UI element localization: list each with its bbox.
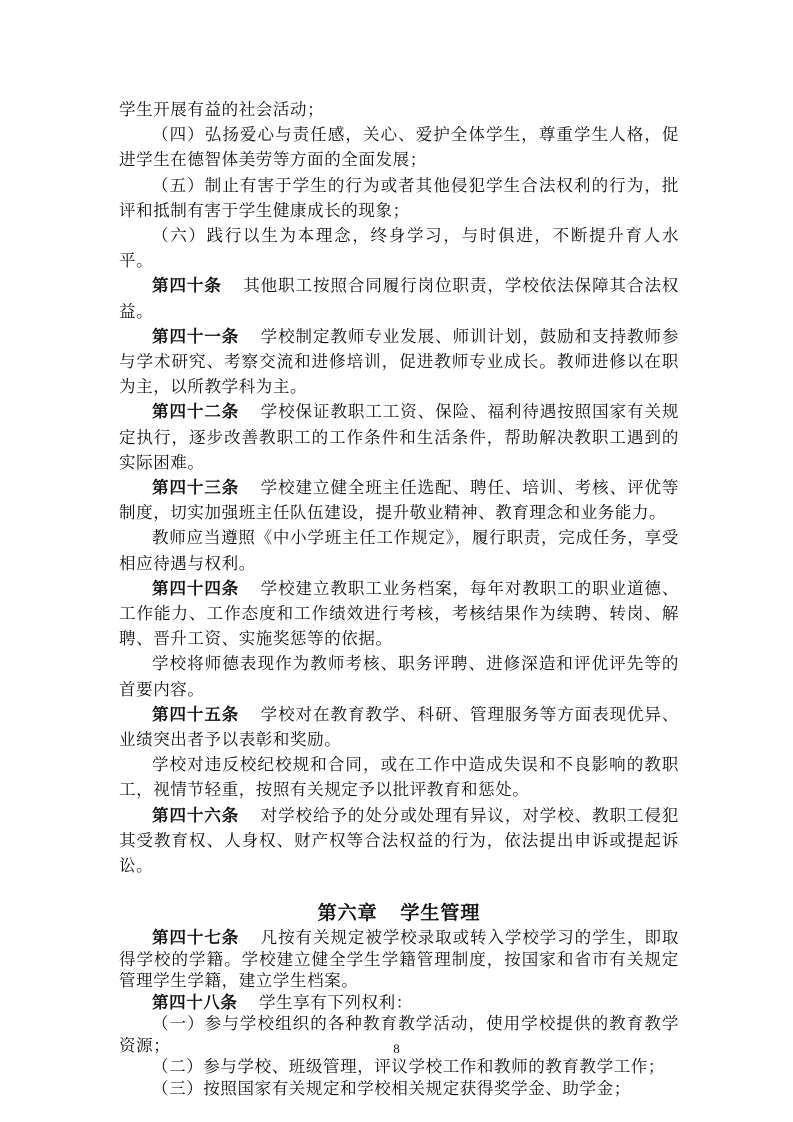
article-number: 第四十条 xyxy=(152,276,222,296)
paragraph xyxy=(119,651,679,701)
article-paragraph xyxy=(119,702,679,752)
article-number: 第四十一条 xyxy=(152,326,240,346)
article-paragraph xyxy=(119,576,679,652)
paragraph-text: 其他职工按照合同履行岗位职责，学校依法保障其合法权益。 xyxy=(119,276,679,321)
article-number: 第四十四条 xyxy=(152,578,240,598)
paragraph-text: 学校保证教职工工资、保险、福利待遇按照国家有关规定执行，逐步改善教职工的工作条件和生活条件，帮助解决教职工遇到的实际困难。 xyxy=(119,402,680,472)
article-number: 第四十五条 xyxy=(152,704,240,724)
paragraph-text: （三）按照国家有关规定和学校相关规定获得奖学金、助学金； xyxy=(152,1078,631,1098)
paragraph xyxy=(119,173,679,223)
paragraph xyxy=(119,525,679,575)
page-number: 8 xyxy=(393,1041,400,1056)
paragraph-text: 学校制定教师专业发展、师训计划，鼓励和支持教师参与学术研究、考察交流和进修培训，促进教师专业成长。教师进修以在职为主，以所教学科为主。 xyxy=(119,326,680,397)
paragraph-text: （四）弘扬爱心与责任感，关心、爱护全体学生，尊重学生人格，促进学生在德智体美劳等方面的全面发展； xyxy=(119,125,679,170)
section-teachers xyxy=(119,97,679,878)
article-number: 第四十七条 xyxy=(152,928,240,948)
chapter-heading xyxy=(119,898,679,925)
paragraph-text: 学校建立教职工业务档案，每年对教职工的职业道德、工作能力、工作态度和工作绩效进行考核，考核结果作为续聘、转岗、解聘、晋升工资、实施奖惩等的依据。 xyxy=(119,578,680,649)
paragraph-text: 学生开展有益的社会活动； xyxy=(119,100,325,119)
paragraph xyxy=(119,97,679,122)
article-paragraph xyxy=(119,803,679,879)
paragraph-text: 学校对违反校纪校规和合同，或在工作中造成失误和不良影响的教职工，视情节轻重，按照有关规定予以批评教育和惩处。 xyxy=(119,755,679,800)
paragraph xyxy=(119,1078,679,1100)
paragraph-text: 学校将师德表现作为教师考核、职务评聘、进修深造和评优评先等的首要内容。 xyxy=(119,654,679,699)
section-students xyxy=(119,927,679,1099)
article-number: 第四十六条 xyxy=(152,805,240,825)
chapter-title: 学生管理 xyxy=(400,902,481,925)
paragraph-text: （六）践行以生为本理念，终身学习，与时俱进，不断提升育人水平。 xyxy=(119,226,679,271)
article-paragraph xyxy=(119,273,679,323)
document-body xyxy=(119,97,679,1099)
paragraph-text: 对学校给予的处分或处理有异议，对学校、教职工侵犯其受教育权、人身权、财产权等合法权益的行为，依法提出申诉或提起诉讼。 xyxy=(119,805,680,876)
paragraph xyxy=(119,1056,679,1078)
paragraph xyxy=(119,223,679,273)
paragraph-text: 教师应当遵照《中小学班主任工作规定》，履行职责，完成任务，享受相应待遇与权利。 xyxy=(119,528,679,573)
article-paragraph xyxy=(119,399,679,475)
article-number: 第四十八条 xyxy=(152,992,238,1012)
paragraph-text: 学校建立健全班主任选配、聘任、培训、考核、评优等制度，切实加强班主任队伍建设，提升敬业精神、教育理念和业务能力。 xyxy=(119,478,680,523)
article-paragraph xyxy=(119,992,679,1014)
chapter-number: 第六章 xyxy=(317,902,378,925)
article-paragraph xyxy=(119,324,679,400)
paragraph-text: （二）参与学校、班级管理，评议学校工作和教师的教育教学工作； xyxy=(152,1057,665,1077)
paragraph-text: 学生享有下列权利： xyxy=(258,992,413,1012)
paragraph xyxy=(119,752,679,802)
article-paragraph xyxy=(119,475,679,525)
article-paragraph xyxy=(119,927,679,992)
article-number: 第四十三条 xyxy=(152,478,240,498)
paragraph-text: 凡按有关规定被学校录取或转入学校学习的学生，即取得学校的学籍。学校建立健全学生学籍管理制度，按国家和省市有关规定管理学生学籍，建立学生档案。 xyxy=(119,928,680,991)
article-number: 第四十二条 xyxy=(152,402,240,422)
paragraph-text: （五）制止有害于学生的行为或者其他侵犯学生合法权利的行为，批评和抵制有害于学生健康成长的现象； xyxy=(119,175,679,220)
paragraph-text: （一）参与学校组织的各种教育教学活动，使用学校提供的教育教学资源； xyxy=(119,1014,679,1055)
paragraph xyxy=(119,122,679,172)
paragraph-text: 学校对在教育教学、科研、管理服务等方面表现优异、业绩突出者予以表彰和奖励。 xyxy=(119,704,680,750)
